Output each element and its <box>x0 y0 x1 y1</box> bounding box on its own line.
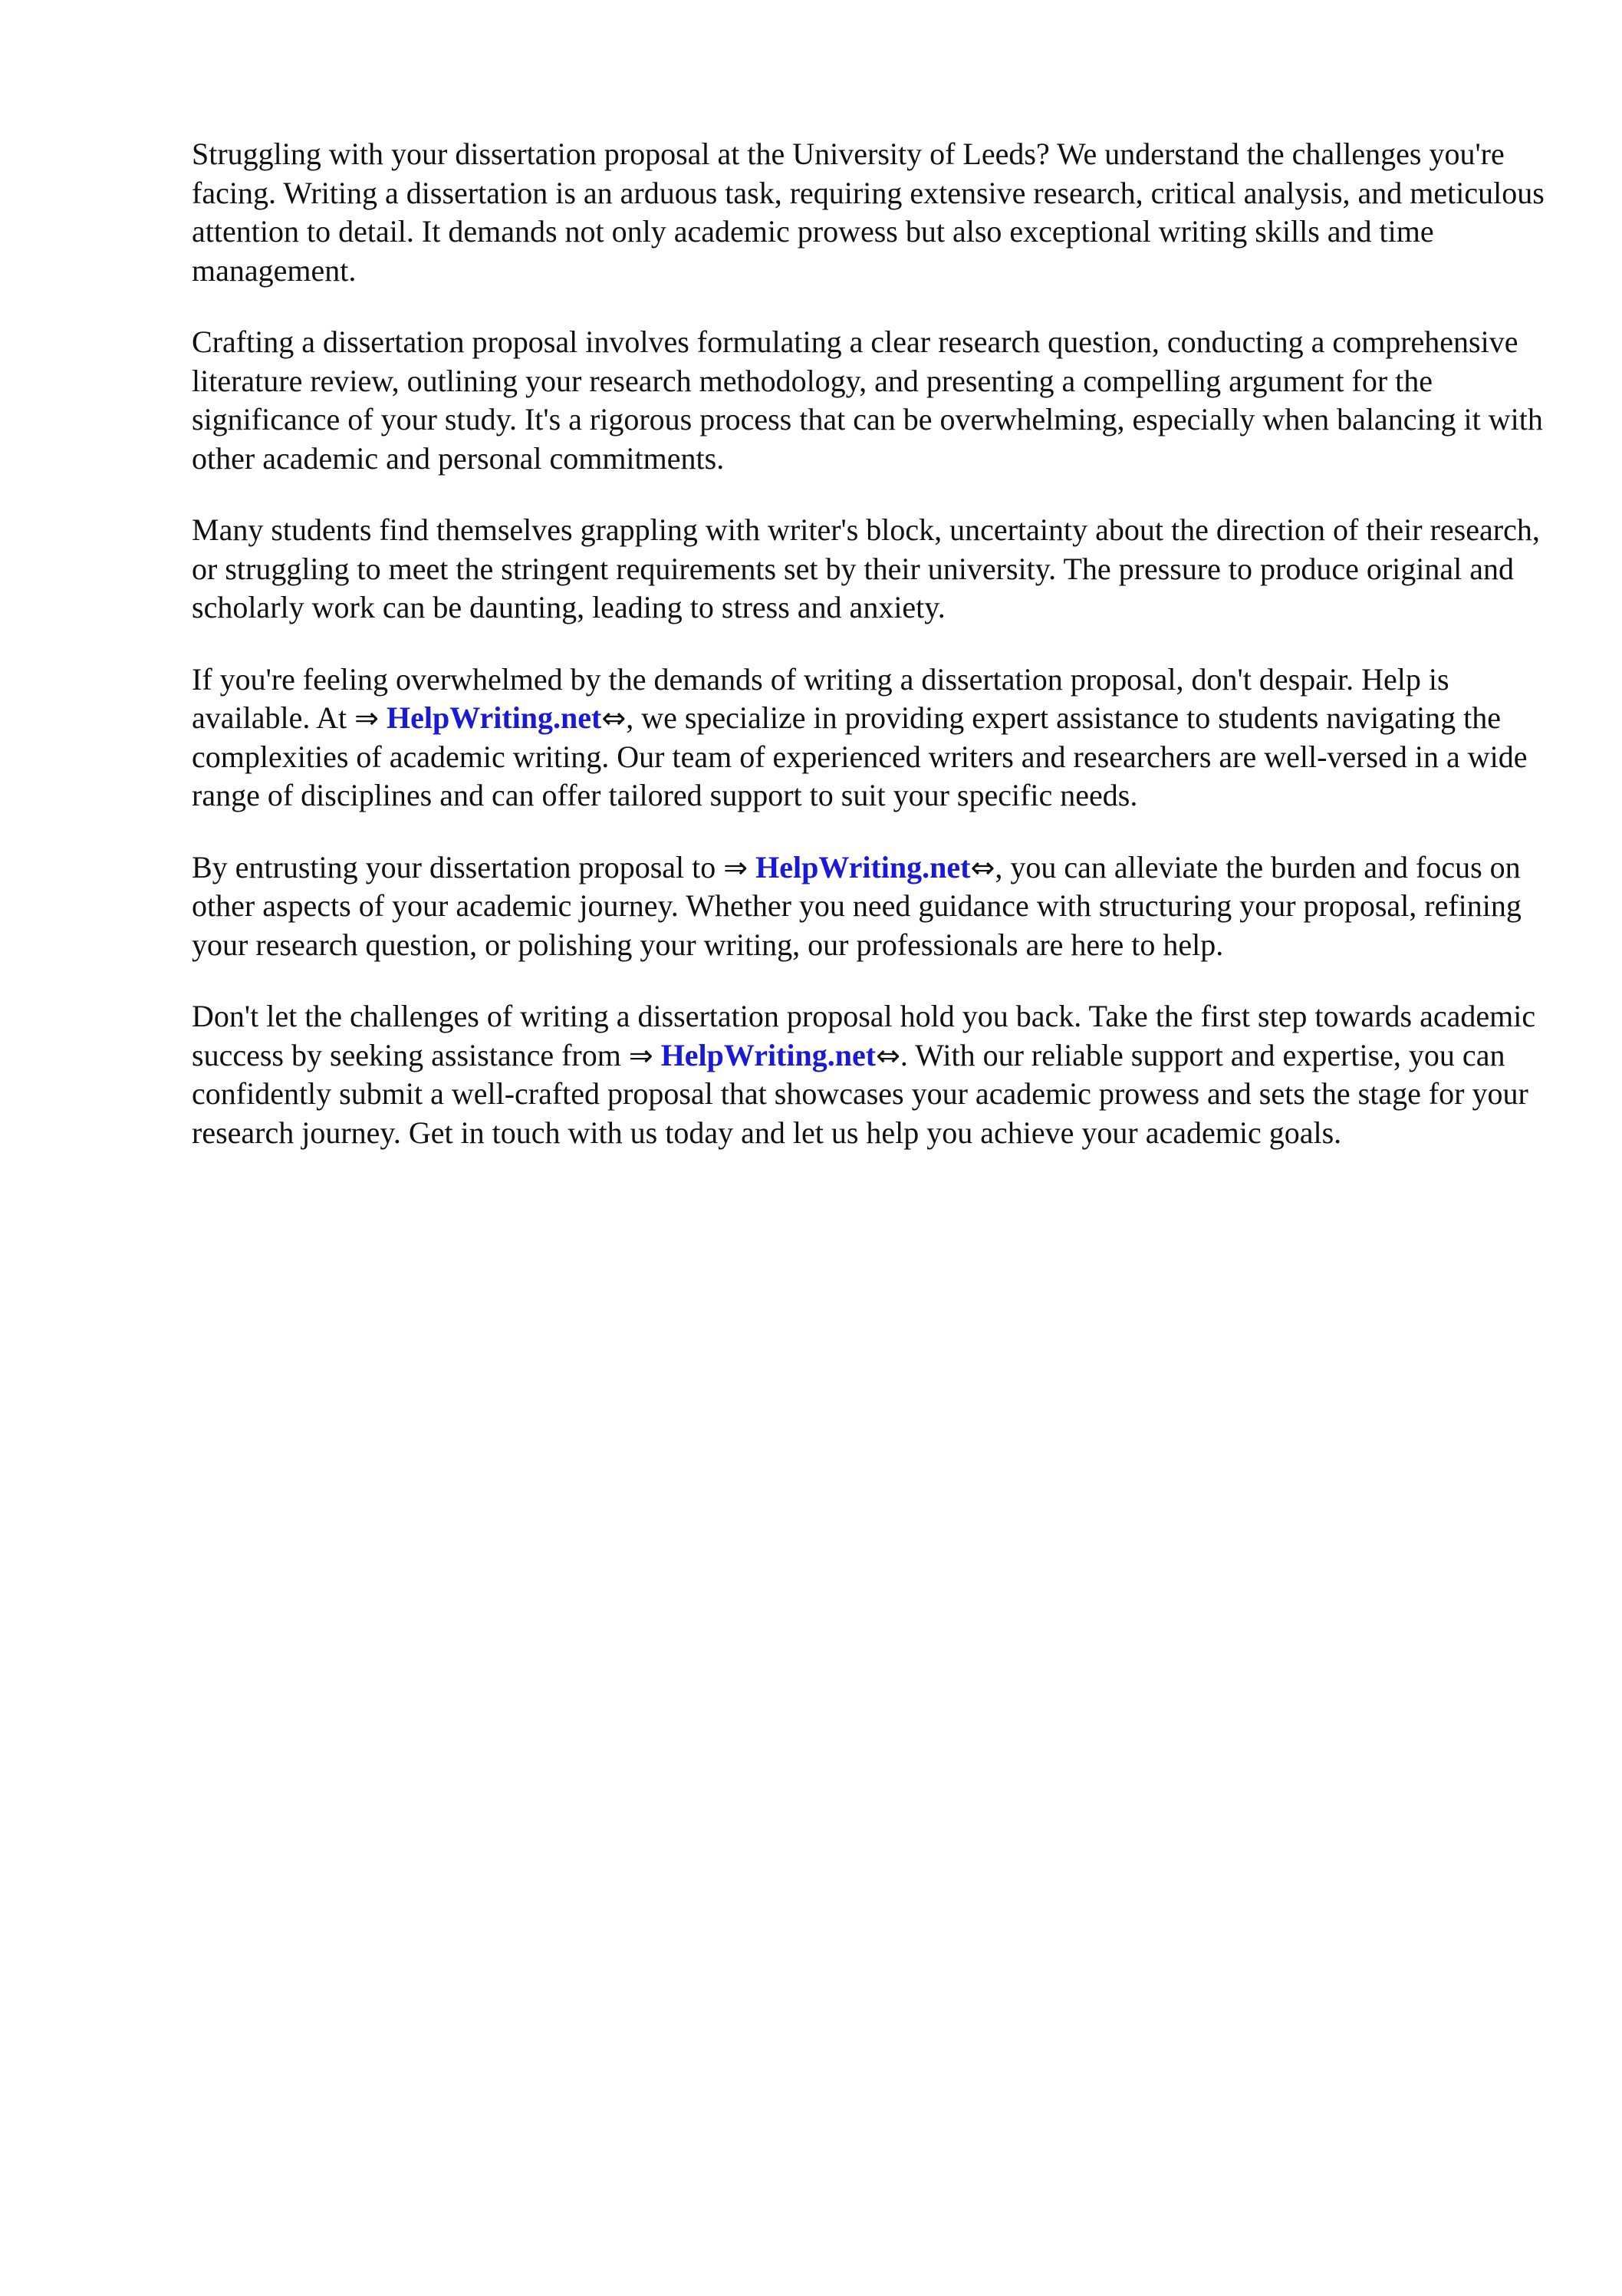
paragraph-5-text-after: , you can alleviate the burden and focus on other aspects of your academic journey. Whether you need guidance with structuring your proposal, refining your research question, or polishing your writing, our professionals are here to help. <box>192 849 1522 962</box>
paragraph-4 <box>192 660 1549 815</box>
right-arrow-icon: ⇒ <box>354 701 379 735</box>
helpwriting-link[interactable]: HelpWriting.net <box>755 849 971 884</box>
helpwriting-link[interactable]: HelpWriting.net <box>387 700 602 735</box>
right-arrow-icon: ⇒ <box>628 1038 653 1072</box>
paragraph-4-text-before: If you're feeling overwhelmed by the demands of writing a dissertation proposal, don't despair. Help is available. At <box>192 661 1449 735</box>
double-arrow-icon: ⇔ <box>876 1038 900 1072</box>
paragraph-6-text-before: Don't let the challenges of writing a dissertation proposal hold you back. Take the first step towards academic success by seeking assistance from <box>192 999 1536 1072</box>
paragraph-4-text-after: , we specialize in providing expert assistance to students navigating the complexities of academic writing. Our team of experienced writers and researchers are well-versed in a wide range of disciplines and can offer tailored support to suit your specific needs. <box>192 700 1528 812</box>
double-arrow-icon: ⇔ <box>601 701 627 735</box>
paragraph-1: Struggling with your dissertation proposal at the University of Leeds? We understand the challenges you're facing. Writing a dissertation is an arduous task, requiring extensive research, critical analysis, and meticulous attention to detail. It demands not only academic prowess but also exceptional writing skills and time management. <box>192 137 1545 288</box>
paragraph-5 <box>192 848 1549 965</box>
double-arrow-icon: ⇔ <box>970 850 995 884</box>
document-body <box>192 135 1549 1185</box>
paragraph-2: Crafting a dissertation proposal involves formulating a clear research question, conducting a comprehensive literature review, outlining your research methodology, and presenting a compelling argument for the significance of your study. It's a rigorous process that can be overwhelming, especially when balancing it with other academic and personal commitments. <box>192 324 1543 476</box>
helpwriting-link[interactable]: HelpWriting.net <box>660 1037 877 1072</box>
paragraph-6 <box>192 997 1549 1152</box>
right-arrow-icon: ⇒ <box>723 850 748 884</box>
paragraph-3: Many students find themselves grappling with writer's block, uncertainty about the direction of their research, or struggling to meet the stringent requirements set by their university. The pressure to produce original and scholarly work can be daunting, leading to stress and anxiety. <box>192 512 1540 624</box>
paragraph-5-text-before: By entrusting your dissertation proposal to <box>192 849 724 884</box>
paragraph-6-text-after: . With our reliable support and expertise, you can confidently submit a well-crafted proposal that showcases your academic prowess and sets the stage for your research journey. Get in touch with us today and let us help you achieve your academic goals. <box>192 1037 1528 1150</box>
